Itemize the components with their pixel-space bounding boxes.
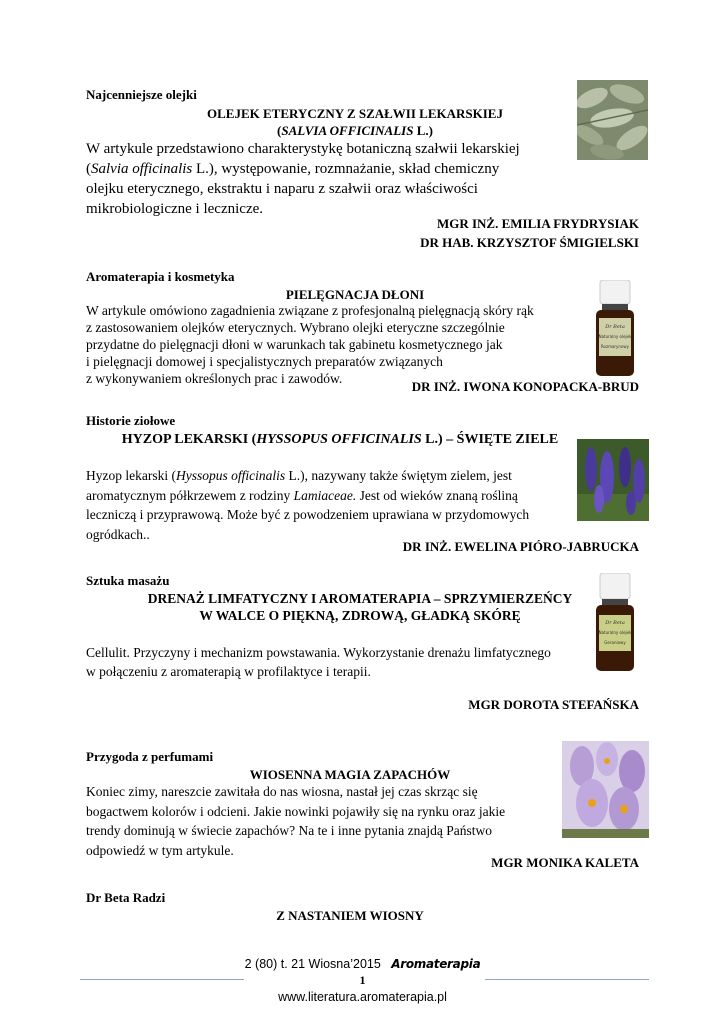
footer-divider: [485, 979, 649, 980]
svg-text:Dr Beta: Dr Beta: [605, 620, 625, 626]
author: DR INŻ. EWELINA PIÓRO-JABRUCKA: [402, 539, 639, 554]
svg-text:Geraniowy: Geraniowy: [604, 640, 626, 645]
article-title: Z NASTANIEM WIOSNY: [276, 908, 424, 923]
essential-oil-bottle-photo: [592, 280, 638, 378]
aromaterapia-logo: Aromaterapia: [391, 957, 481, 971]
page-number: 1: [359, 973, 366, 987]
author: DR INŻ. IWONA KONOPACKA-BRUD: [411, 379, 639, 394]
article-title: HYZOP LEKARSKI (HYSSOPUS OFFICINALIS L.) – ŚWIĘTE ZIELE: [121, 432, 559, 447]
author: MGR INŻ. EMILIA FRYDRYSIAK: [436, 216, 639, 231]
svg-text:Naturalny olejek: Naturalny olejek: [598, 334, 632, 339]
footer-divider: [80, 979, 244, 980]
geranium-oil-bottle-photo: [592, 573, 638, 673]
section-heading: Dr Beta Radzi: [86, 890, 166, 905]
article-title: OLEJEK ETERYCZNY Z SZAŁWII LEKARSKIEJ: [207, 106, 503, 121]
svg-text:Naturalny olejek: Naturalny olejek: [598, 630, 632, 635]
author: MGR MONIKA KALETA: [491, 855, 639, 870]
sage-leaves-photo: [577, 80, 648, 160]
author: MGR DOROTA STEFAŃSKA: [468, 697, 639, 712]
section-heading: Historie ziołowe: [86, 413, 176, 428]
section-heading: Najcenniejsze olejki: [86, 87, 197, 102]
article-body: W artykule omówiono zagadnienia związane z profesjonalną pielęgnacją skóry rąk z zastosowaniem olejków eterycznych. Wybrano olejki eteryczne szczególnie przydatne do pielęgnacji dłoni w warunkach tak gabinetu kosmetycznego jak i pielęgnacji domowej i specjalistycznych preparatów związanych z wykonywaniem określonych prac i zawodów.: [86, 303, 534, 386]
article-title-latin: (SALVIA OFFICINALIS L.): [277, 123, 433, 138]
article-body: Cellulit. Przyczyny i mechanizm powstawania. Wykorzystanie drenażu limfatycznego w połączeniu z aromaterapią w profilaktyce i terapii.: [86, 645, 551, 679]
crocus-flowers-photo: [562, 741, 649, 838]
article-body: Hyzop lekarski (Hyssopus officinalis L.), nazywany także świętym zielem, jest aromatycznym półkrzewem z rodziny Lamiaceae. Jest od wieków znaną rośliną leczniczą i przyprawową. Może być z powodzeniem uprawiana w przydomowych ogródkach..: [86, 468, 530, 542]
section-heading: Aromaterapia i kosmetyka: [86, 269, 235, 284]
footer-issue: 2 (80) t. 21 Wiosna’2015 Aromaterapia: [244, 957, 481, 971]
article-title: PIELĘGNACJA DŁONI: [285, 287, 425, 302]
author: DR HAB. KRZYSZTOF ŚMIGIELSKI: [420, 235, 639, 250]
article-title: DRENAŻ LIMFATYCZNY I AROMATERAPIA – SPRZYMIERZEŃCY: [147, 591, 573, 606]
article-body: W artykule przedstawiono charakterystykę botaniczną szałwii lekarskiej (Salvia officinalis L.), występowanie, rozmnażanie, skład chemiczny olejku eterycznego, ekstraktu i naparu z szałwii oraz właściwości mikrobiologiczne i lecznicze.: [86, 141, 520, 217]
svg-text:Rozmarynowy: Rozmarynowy: [600, 344, 630, 349]
article-body: Koniec zimy, nareszcie zawitała do nas wiosna, nastał jej czas skrząc się bogactwem kolorów i odcieni. Jakie nowinki pojawiły się na rynku oraz jakie trendy dominują w świecie zapachów? Na te i inne pytania znajdą Państwo odpowiedź w tym artykule.: [86, 784, 506, 858]
svg-text:Dr Beta: Dr Beta: [605, 324, 625, 330]
article-title: W WALCE O PIĘKNĄ, ZDROWĄ, GŁADKĄ SKÓRĘ: [199, 608, 521, 623]
article-title: WIOSENNA MAGIA ZAPACHÓW: [249, 767, 451, 782]
section-heading: Sztuka masażu: [86, 573, 170, 588]
footer-url[interactable]: www.literatura.aromaterapia.pl: [278, 990, 447, 1004]
section-heading: Przygoda z perfumami: [86, 749, 214, 764]
hyssop-flowers-photo: [577, 439, 649, 521]
